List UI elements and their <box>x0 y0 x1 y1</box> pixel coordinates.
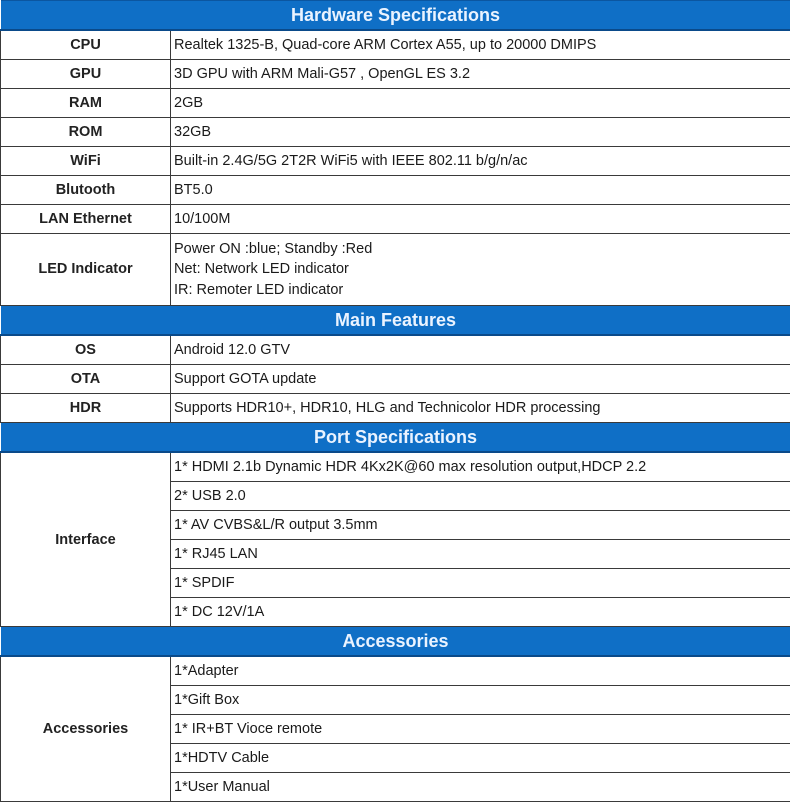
spec-label: OS <box>1 335 171 365</box>
spec-row-rom <box>1 118 790 147</box>
port-item: 1* DC 12V/1A <box>171 598 790 627</box>
section-header-accessories <box>1 627 790 657</box>
port-item: 1* AV CVBS&L/R output 3.5mm <box>171 511 790 540</box>
spec-value: BT5.0 <box>171 176 790 205</box>
section-title: Main Features <box>1 306 790 336</box>
spec-row-bluetooth <box>1 176 790 205</box>
spec-value: 10/100M <box>171 205 790 234</box>
spec-row-os <box>1 335 790 365</box>
led-line: IR: Remoter LED indicator <box>174 281 344 298</box>
section-title: Port Specifications <box>1 423 790 453</box>
spec-value: Android 12.0 GTV <box>171 335 790 365</box>
spec-row-ram <box>1 89 790 118</box>
accessory-item: 1*HDTV Cable <box>171 744 790 773</box>
section-header-features <box>1 306 790 336</box>
port-item: 1* RJ45 LAN <box>171 540 790 569</box>
spec-value: Support GOTA update <box>171 365 790 394</box>
spec-value: Realtek 1325-B, Quad-core ARM Cortex A55, up to 20000 DMIPS <box>171 30 790 60</box>
accessory-item: 1*Adapter <box>171 656 790 686</box>
led-line: Net: Network LED indicator <box>174 261 349 278</box>
port-item: 1* HDMI 2.1b Dynamic HDR 4Kx2K@60 max resolution output,HDCP 2.2 <box>171 452 790 482</box>
accessory-row <box>1 656 790 686</box>
spec-row-lan <box>1 205 790 234</box>
spec-row-gpu <box>1 60 790 89</box>
spec-value: 32GB <box>171 118 790 147</box>
spec-value: Built-in 2.4G/5G 2T2R WiFi5 with IEEE 802.11 b/g/n/ac <box>171 147 790 176</box>
port-item: 1* SPDIF <box>171 569 790 598</box>
spec-label: HDR <box>1 394 171 423</box>
spec-label: LAN Ethernet <box>1 205 171 234</box>
spec-label: Accessories <box>1 656 171 802</box>
spec-row-cpu <box>1 30 790 60</box>
spec-label: Interface <box>1 452 171 627</box>
spec-row-hdr <box>1 394 790 423</box>
accessory-item: 1*Gift Box <box>171 686 790 715</box>
spec-label: GPU <box>1 60 171 89</box>
spec-row-ota <box>1 365 790 394</box>
accessory-item: 1* IR+BT Vioce remote <box>171 715 790 744</box>
spec-value: Supports HDR10+, HDR10, HLG and Technicolor HDR processing <box>171 394 790 423</box>
spec-label: WiFi <box>1 147 171 176</box>
spec-value: 3D GPU with ARM Mali-G57 , OpenGL ES 3.2 <box>171 60 790 89</box>
port-row <box>1 452 790 482</box>
port-item: 2* USB 2.0 <box>171 482 790 511</box>
spec-label: ROM <box>1 118 171 147</box>
section-header-ports <box>1 423 790 453</box>
spec-label: CPU <box>1 30 171 60</box>
section-title: Hardware Specifications <box>1 1 790 31</box>
spec-label: OTA <box>1 365 171 394</box>
section-title: Accessories <box>1 627 790 657</box>
spec-label: Blutooth <box>1 176 171 205</box>
led-line: Power ON :blue; Standby :Red <box>174 240 373 257</box>
spec-value: 2GB <box>171 89 790 118</box>
spec-value-multiline <box>171 234 790 306</box>
spec-label: LED Indicator <box>1 234 171 306</box>
spec-row-wifi <box>1 147 790 176</box>
spec-label: RAM <box>1 89 171 118</box>
section-header-hardware <box>1 1 790 31</box>
accessory-item: 1*User Manual <box>171 773 790 802</box>
spec-row-led <box>1 234 790 306</box>
